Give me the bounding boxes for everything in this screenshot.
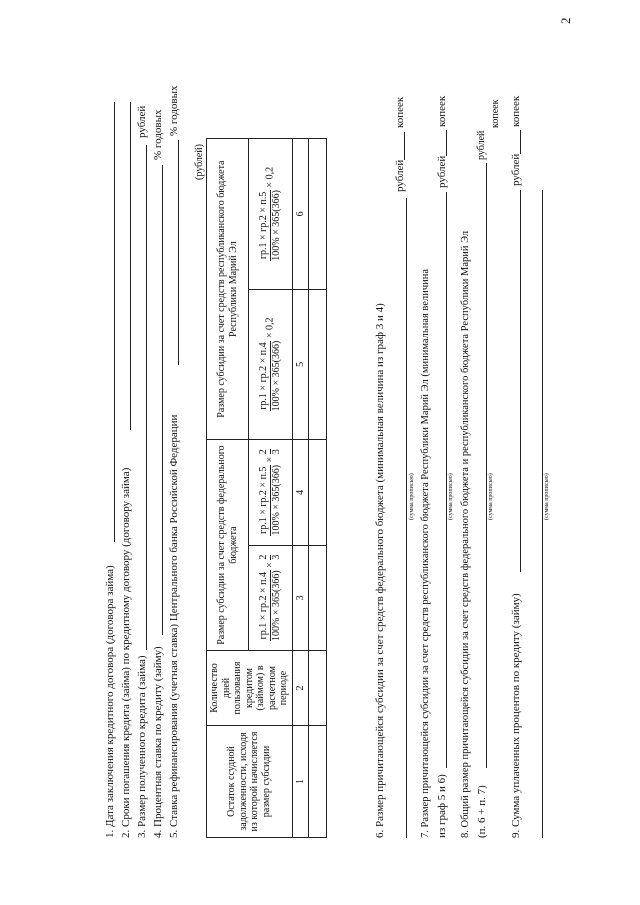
item-6: 6. Размер причитающейся субсидии за счет средств федерального бюджета (минимальная величина из граф 3 и 4): [374, 303, 386, 838]
formula-col6: гр.1 × гр.2 × п.5 100% × 365(366) × 0,2: [249, 139, 293, 290]
page-number: 2: [558, 17, 573, 24]
item-7-rub: рублей: [436, 155, 448, 188]
item-9-kop: копеек: [510, 95, 522, 127]
data-cell-4: [309, 440, 327, 545]
formula-col5: гр.1 × гр.2 × п.4 100% × 365(366) × 0,2: [249, 289, 293, 440]
item-8-propis: (сумма прописью): [488, 473, 494, 520]
col-num-1: 1: [292, 726, 309, 838]
item-9-rub: рублей: [510, 153, 522, 186]
item-9-line: [508, 190, 521, 572]
item-4: 4. Процентная ставка по кредиту (займу): [152, 646, 164, 838]
item-9-kop-line: [508, 130, 521, 154]
item-9-second-line: [530, 190, 543, 838]
republic-header: Размер субсидии за счет средств республиканского бюджета Республики Марий Эл: [207, 139, 249, 440]
item-7-kop-line: [434, 130, 447, 156]
item-4-unit: % годовых: [152, 109, 164, 160]
federal-header: Размер субсидии за счет средств федерального бюджета: [207, 440, 249, 651]
col-num-5: 5: [292, 289, 309, 440]
col2-header: Количество дней пользования кредитом (займом) в расчетном периоде: [207, 651, 293, 726]
item-2-line: [118, 102, 131, 430]
col-num-3: 3: [292, 545, 309, 650]
item-6-propis: (сумма прописью): [409, 473, 415, 520]
item-6-kop: копеек: [394, 96, 406, 128]
item-7: 7. Размер причитающейся субсидии за счет средств республиканского бюджета Республики Марий Эл (минимальная величина: [420, 268, 431, 838]
rotated-form: [98, 17, 573, 860]
item-5: 5. Ставка рефинансирования (учетная ставка) Центрального банка Российской Федерации: [168, 414, 180, 838]
col-num-4: 4: [292, 440, 309, 545]
table-unit-note: (рублей): [194, 143, 205, 180]
item-8-cont: (п. 6 + п. 7): [476, 785, 488, 838]
subsidy-table: [206, 138, 327, 838]
data-cell-5: [309, 289, 327, 440]
col-num-6: 6: [292, 139, 309, 290]
item-9-propis: (сумма прописью): [544, 473, 550, 520]
item-7-kop: копеек: [436, 95, 448, 127]
item-6-kop-line: [392, 132, 405, 160]
item-8-rub: рублей: [476, 130, 487, 160]
item-4-line: [150, 165, 163, 635]
item-5-line: [166, 140, 179, 365]
item-7-cont: из граф 5 и 6): [436, 774, 448, 838]
data-cell-6: [309, 139, 327, 290]
item-8-line: [474, 163, 487, 768]
item-7-line: [434, 192, 447, 768]
item-3-unit: рублей: [136, 105, 148, 138]
formula-col4: гр.1 × гр.2 × п.5 100% × 365(366) × 2 3: [249, 440, 293, 545]
item-2: 2. Сроки погашения кредита (займа) по кредитному договору (договору займа): [120, 467, 132, 838]
item-6-line: [394, 198, 407, 838]
item-8-kop: копеек: [490, 99, 501, 128]
item-7-propis: (сумма прописью): [448, 473, 454, 520]
item-8: 8. Общий размер причитающейся субсидии за счет средств федерального бюджета и республиканского бюджета Республики Марий Эл: [460, 230, 471, 838]
item-1: 1. Дата заключения кредитного договора (договора займа): [104, 565, 116, 838]
data-cell-2: [309, 651, 327, 726]
formula-col3: гр.1 × гр.2 × п.4 100% × 365(366) × 2 3: [249, 545, 293, 650]
data-cell-1: [309, 726, 327, 838]
data-cell-3: [309, 545, 327, 650]
col1-header: Остаток ссудной задолженности, исходя из которой начисляется размер субсидии: [207, 726, 293, 838]
col-num-2: 2: [292, 651, 309, 726]
item-3-line: [134, 145, 147, 650]
item-3: 3. Размер полученного кредита (займа): [136, 655, 148, 838]
item-1-line: [102, 102, 115, 542]
item-6-rub: рублей: [394, 159, 406, 192]
item-9: 9. Сумма уплаченных процентов по кредиту (займу): [510, 593, 522, 838]
item-5-unit: % годовых: [168, 85, 180, 136]
